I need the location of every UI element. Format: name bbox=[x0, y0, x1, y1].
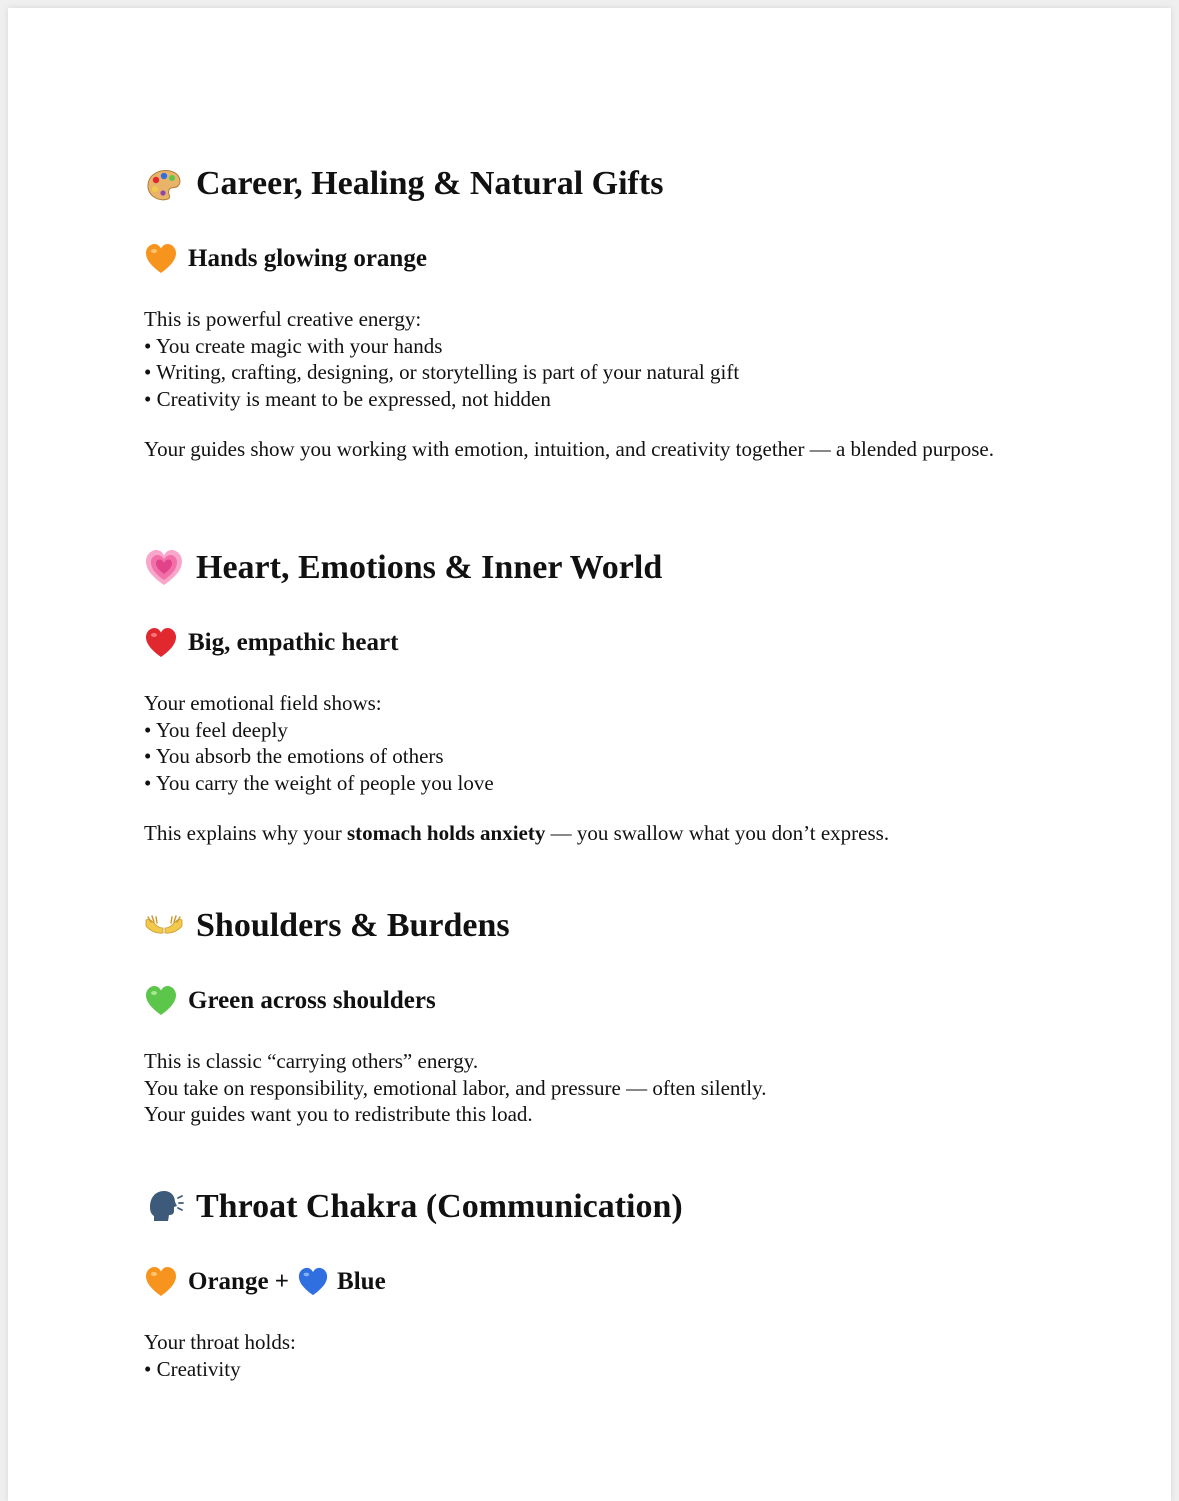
subheading-text: Big, empathic heart bbox=[188, 629, 399, 656]
orange-heart-icon bbox=[144, 1265, 178, 1299]
paragraph-line: This is classic “carrying others” energy. bbox=[144, 1049, 479, 1073]
paragraph-line: You take on responsibility, emotional labor, and pressure — often silently. bbox=[144, 1075, 767, 1100]
orange-heart-icon bbox=[144, 242, 178, 276]
list-item: • You feel deeply bbox=[144, 717, 288, 742]
section-heading-text: Throat Chakra (Communication) bbox=[196, 1188, 683, 1225]
section-heading-shoulders bbox=[144, 904, 510, 948]
anxiety-text-before: This explains why your bbox=[144, 821, 347, 845]
list-item: • Creativity is meant to be expressed, not hidden bbox=[144, 386, 551, 411]
green-heart-icon bbox=[144, 984, 178, 1018]
section-heading-text: Shoulders & Burdens bbox=[196, 907, 510, 944]
subheading-text-orange: Orange + bbox=[188, 1268, 290, 1295]
growing-heart-icon bbox=[144, 548, 184, 588]
section-heading-career bbox=[144, 162, 663, 206]
list-item: • Writing, crafting, designing, or storytelling is part of your natural gift bbox=[144, 360, 740, 385]
section-heading-text: Heart, Emotions & Inner World bbox=[196, 549, 663, 586]
subheading-text: Green across shoulders bbox=[188, 987, 436, 1014]
throat-holds-list bbox=[144, 1329, 1024, 1382]
list-intro: This is powerful creative energy: bbox=[144, 307, 422, 331]
list-item: • You create magic with your hands bbox=[144, 333, 443, 358]
anxiety-text-after: — you swallow what you don’t express. bbox=[545, 821, 890, 845]
section-heading-heart bbox=[144, 546, 662, 590]
list-item: • Creativity bbox=[144, 1356, 241, 1381]
artist-palette-icon bbox=[144, 164, 184, 204]
emotional-field-list bbox=[144, 690, 1024, 796]
list-intro: Your throat holds: bbox=[144, 1330, 296, 1354]
anxiety-bold-text: stomach holds anxiety bbox=[346, 821, 546, 845]
list-intro: Your emotional field shows: bbox=[144, 691, 382, 715]
red-heart-icon bbox=[144, 626, 178, 660]
carrying-others-paragraph bbox=[144, 1048, 1024, 1128]
guides-paragraph: Your guides show you working with emotion, intuition, and creativity together — a blended purpose. bbox=[144, 437, 994, 461]
creative-energy-list bbox=[144, 306, 1024, 412]
subheading-text-blue: Blue bbox=[337, 1268, 386, 1295]
paragraph-line: Your guides want you to redistribute this load. bbox=[144, 1102, 533, 1127]
anxiety-paragraph bbox=[144, 820, 1024, 847]
speaking-head-icon bbox=[144, 1187, 184, 1227]
subheading-hands-glowing-orange bbox=[144, 241, 427, 277]
open-hands-icon bbox=[144, 906, 184, 946]
list-item: • You carry the weight of people you love bbox=[144, 770, 494, 795]
subheading-text: Hands glowing orange bbox=[188, 245, 427, 272]
section-heading-text: Career, Healing & Natural Gifts bbox=[196, 165, 664, 202]
subheading-green-across-shoulders bbox=[144, 983, 436, 1019]
list-item: • You absorb the emotions of others bbox=[144, 744, 444, 769]
subheading-orange-plus-blue bbox=[144, 1264, 386, 1300]
section-heading-throat-chakra bbox=[144, 1185, 683, 1229]
subheading-big-empathic-heart bbox=[144, 625, 398, 661]
blue-heart-icon bbox=[297, 1266, 329, 1298]
document-page bbox=[8, 8, 1171, 1501]
